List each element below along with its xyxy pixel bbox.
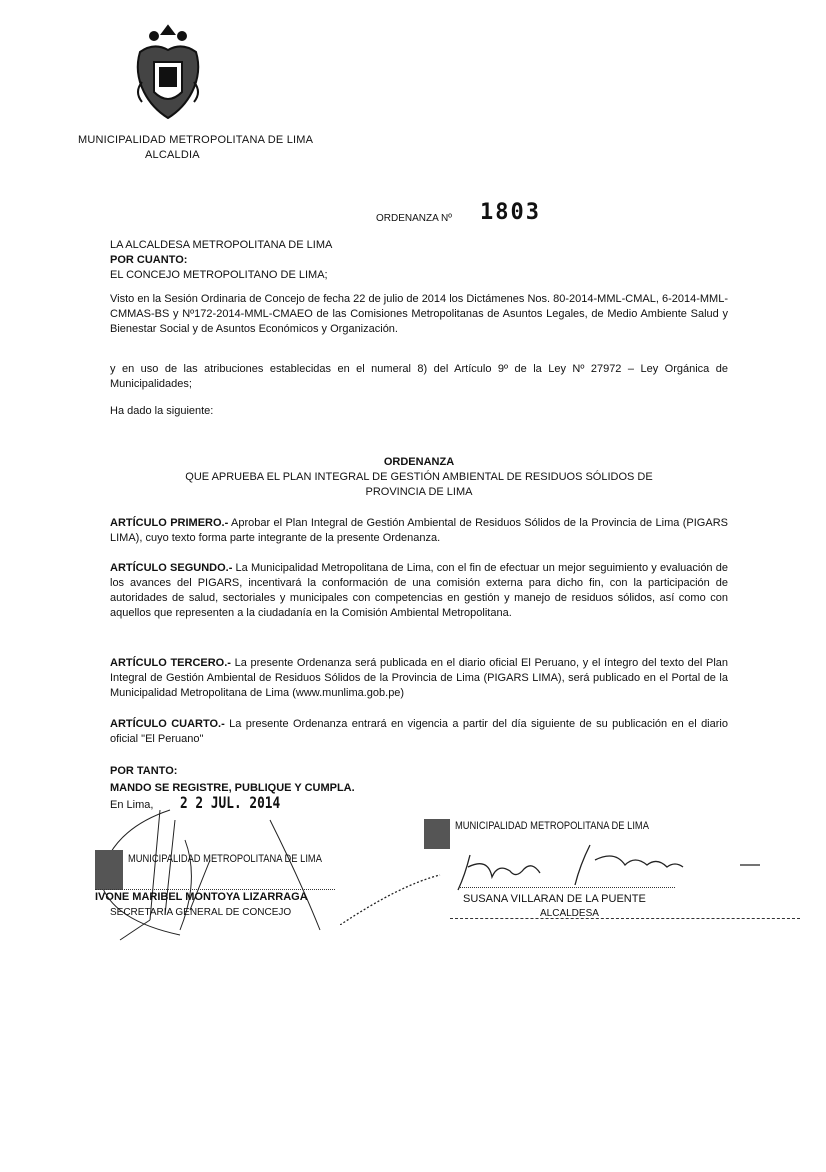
left-signer-name: IVONE MARIBEL MONTOYA LIZARRAGA	[95, 891, 308, 903]
article-text: Aprobar el Plan Integral de Gestión Ambiental de Residuos Sólidos de la Provincia de Lima (PIGARS LIMA), cuyo texto forma parte integrante de la presente Ordenanza.	[110, 517, 728, 544]
visto-paragraph: Visto en la Sesión Ordinaria de Concejo de fecha 22 de julio de 2014 los Dictámenes Nos. 80-2014-MML-CMAL, 6-2014-MML-CMMAS-BS y Nº172-2014-MML-CMAEO de las Comisiones Metropolitanas de Asuntos Legales, de Medio Ambiente Salud y Bienestar Social y de Asuntos Económicos y Organización.	[110, 293, 728, 335]
date-stamp: 2 2 JUL. 2014	[180, 793, 281, 812]
article-text: La presente Ordenanza será publicada en el diario oficial El Peruano, y el íntegro del texto del Plan Integral de Gestión Ambiental de Residuos Sólidos de la Provincia de Lima (PIGARS LIMA), será publicado en el Portal de la Municipalidad Metropolitana de Lima (www.munlima.gob.pe)	[110, 657, 729, 699]
office-name: ALCALDIA	[145, 149, 200, 161]
article-label: ARTÍCULO SEGUNDO.-	[110, 562, 233, 574]
institution-name: MUNICIPALIDAD METROPOLITANA DE LIMA	[78, 134, 314, 146]
article-4	[110, 717, 728, 747]
uso-paragraph: y en uso de las atribuciones establecidas en el numeral 8) del Artículo 9º de la Ley Nº 27972 – Ley Orgánica de Municipalidades;	[110, 363, 728, 390]
left-signer-title: SECRETARIA GENERAL DE CONCEJO	[110, 907, 292, 918]
left-stamp-text: MUNICIPALIDAD METROPOLITANA DE LIMA	[128, 853, 322, 865]
ordinance-title: PROVINCIA DE LIMA	[365, 486, 473, 498]
por-tanto: POR TANTO:	[110, 765, 178, 777]
article-label: ARTÍCULO PRIMERO.-	[110, 517, 229, 529]
right-signer-name: SUSANA VILLARAN DE LA PUENTE	[463, 893, 646, 905]
right-stamp-text: MUNICIPALIDAD METROPOLITANA DE LIMA	[455, 820, 649, 832]
article-text: La Municipalidad Metropolitana de Lima, con el fin de efectuar un mejor seguimiento y evaluación de los avances del PIGARS, incentivará la conformación de una comisión externa para dicho fin, con la participación de autoridades de salud, sectoriales y municipales con competencias en gestión y manejo de residuos sólidos, así como con aquellos que representen a la ciudadanía en la Comisión Ambiental Metropolitana.	[110, 562, 728, 619]
ordinance-number: 1803	[480, 200, 541, 225]
preamble-line: POR CUANTO:	[110, 254, 188, 266]
dado-paragraph: Ha dado la siguiente:	[110, 405, 214, 417]
signature-line	[460, 887, 675, 888]
ordinance-label: ORDENANZA Nº	[376, 213, 452, 224]
article-label: ARTÍCULO CUARTO.-	[110, 718, 225, 730]
article-3	[110, 656, 728, 701]
article-text: La presente Ordenanza entrará en vigencia a partir del día siguiente de su publicación en el diario oficial "El Peruano"	[110, 718, 728, 745]
preamble-line: LA ALCALDESA METROPOLITANA DE LIMA	[110, 239, 333, 251]
left-signature-icon	[90, 800, 350, 950]
coat-of-arms-icon	[132, 22, 204, 126]
ordinance-title: QUE APRUEBA EL PLAN INTEGRAL DE GESTIÓN AMBIENTAL DE RESIDUOS SÓLIDOS DE	[185, 471, 653, 483]
en-lima: En Lima,	[110, 799, 154, 811]
article-1	[110, 516, 728, 546]
signature-line	[450, 918, 800, 919]
article-2	[110, 561, 728, 621]
right-signer-title: ALCALDESA	[540, 908, 599, 919]
article-label: ARTÍCULO TERCERO.-	[110, 657, 231, 669]
ordinance-heading: ORDENANZA	[383, 456, 455, 468]
mando-line: MANDO SE REGISTRE, PUBLIQUE Y CUMPLA.	[110, 782, 355, 794]
preamble-line: EL CONCEJO METROPOLITANO DE LIMA;	[110, 269, 328, 281]
